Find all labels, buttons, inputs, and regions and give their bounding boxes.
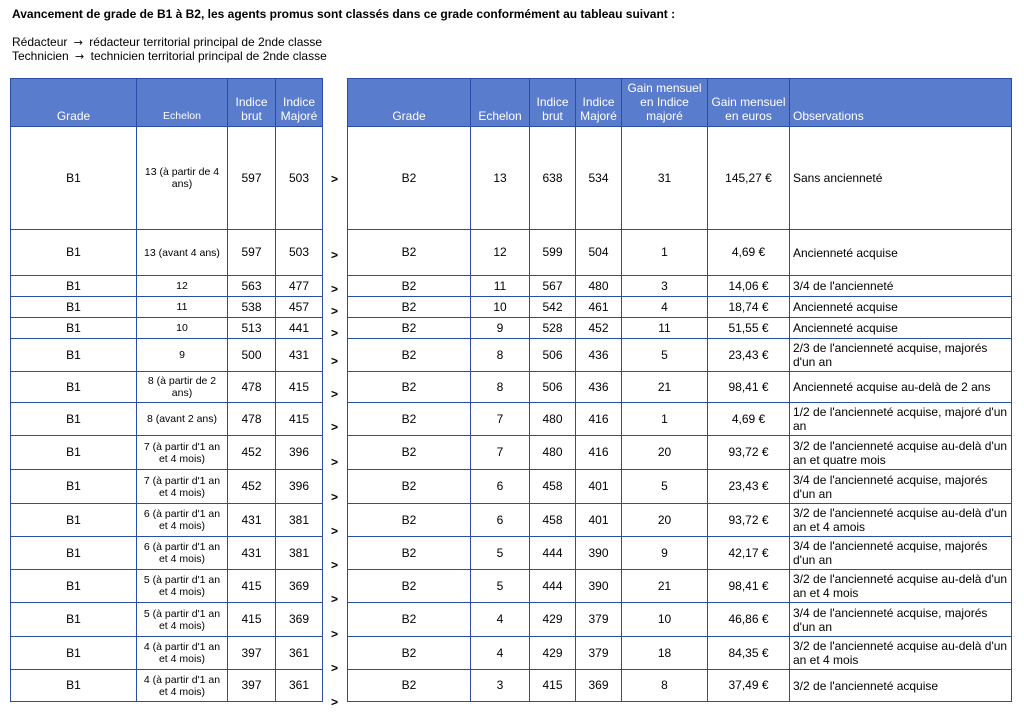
gain-euros-cell: 18,74 € [708, 297, 790, 318]
echelon-cell: 10 [471, 297, 530, 318]
indice-majore-cell: 396 [276, 470, 323, 504]
indice-brut-cell: 458 [530, 470, 576, 504]
indice-majore-cell: 415 [276, 372, 323, 403]
table-row [11, 339, 323, 372]
gain-euros-cell: 93,72 € [708, 504, 790, 537]
observation-cell: 3/4 de l'ancienneté acquise, majorés d'un an [790, 603, 1012, 637]
header-echelon: Echelon [137, 79, 228, 127]
indice-majore-cell: 503 [276, 127, 323, 230]
table-row [348, 637, 1012, 670]
indice-brut-cell: 397 [228, 637, 276, 670]
grade-cell: B1 [11, 504, 137, 537]
echelon-cell: 7 (à partir d'1 an et 4 mois) [137, 436, 228, 470]
table-row [348, 436, 1012, 470]
gain-indice-cell: 5 [622, 339, 708, 372]
table-row [348, 127, 1012, 230]
indice-brut-cell: 415 [228, 603, 276, 637]
table-row [11, 436, 323, 470]
grade-cell: B2 [348, 403, 471, 436]
gain-euros-cell: 23,43 € [708, 470, 790, 504]
echelon-cell: 10 [137, 318, 228, 339]
observation-cell: 1/2 de l'ancienneté acquise, majoré d'un an [790, 403, 1012, 436]
table-row [11, 297, 323, 318]
observation-cell: 3/2 de l'ancienneté acquise au-delà d'un an et 4 mois [790, 570, 1012, 603]
table-row [348, 403, 1012, 436]
indice-brut-cell: 638 [530, 127, 576, 230]
arrow-marker: > [330, 387, 338, 401]
indice-brut-cell: 458 [530, 504, 576, 537]
indice-majore-cell: 416 [576, 403, 622, 436]
observation-cell: 3/4 de l'ancienneté acquise, majorés d'un an [790, 470, 1012, 504]
gain-indice-cell: 31 [622, 127, 708, 230]
echelon-cell: 13 (à partir de 4 ans) [137, 127, 228, 230]
gain-euros-cell: 93,72 € [708, 436, 790, 470]
right-arrow-icon: → [73, 36, 83, 49]
gain-indice-cell: 1 [622, 230, 708, 276]
indice-majore-cell: 381 [276, 504, 323, 537]
gain-euros-cell: 98,41 € [708, 570, 790, 603]
header-indice-majore: Indice Majoré [276, 79, 323, 127]
arrow-marker: > [330, 282, 338, 296]
gain-euros-cell: 14,06 € [708, 276, 790, 297]
indice-brut-cell: 444 [530, 537, 576, 570]
observation-cell: 3/2 de l'ancienneté acquise au-delà d'un an et quatre mois [790, 436, 1012, 470]
echelon-cell: 13 [471, 127, 530, 230]
grade-cell: B1 [11, 339, 137, 372]
table-row [11, 637, 323, 670]
observation-cell: Ancienneté acquise [790, 297, 1012, 318]
indice-majore-cell: 416 [576, 436, 622, 470]
indice-majore-cell: 361 [276, 670, 323, 702]
gain-indice-cell: 9 [622, 537, 708, 570]
indice-majore-cell: 503 [276, 230, 323, 276]
arrow-marker: > [330, 592, 338, 606]
gain-euros-cell: 145,27 € [708, 127, 790, 230]
observation-cell: 3/2 de l'ancienneté acquise au-delà d'un an et 4 mois [790, 637, 1012, 670]
grade-cell: B2 [348, 436, 471, 470]
table-row [11, 318, 323, 339]
gain-euros-cell: 23,43 € [708, 339, 790, 372]
indice-brut-cell: 513 [228, 318, 276, 339]
indice-brut-cell: 429 [530, 637, 576, 670]
grade-cell: B1 [11, 276, 137, 297]
table-row [11, 276, 323, 297]
mapping-line [12, 35, 322, 49]
gain-indice-cell: 20 [622, 504, 708, 537]
echelon-cell: 9 [471, 318, 530, 339]
echelon-cell: 11 [137, 297, 228, 318]
indice-brut-cell: 431 [228, 504, 276, 537]
echelon-cell: 7 (à partir d'1 an et 4 mois) [137, 470, 228, 504]
echelon-cell: 8 [471, 372, 530, 403]
right-arrow-icon: → [75, 50, 85, 63]
indice-brut-cell: 478 [228, 372, 276, 403]
header-indice-brut: Indice brut [228, 79, 276, 127]
echelon-cell: 12 [137, 276, 228, 297]
indice-majore-cell: 477 [276, 276, 323, 297]
header-indice-majore: Indice Majoré [576, 79, 622, 127]
echelon-cell: 5 (à partir d'1 an et 4 mois) [137, 603, 228, 637]
indice-majore-cell: 480 [576, 276, 622, 297]
indice-majore-cell: 390 [576, 537, 622, 570]
gain-indice-cell: 4 [622, 297, 708, 318]
grade-cell: B1 [11, 637, 137, 670]
grade-cell: B2 [348, 372, 471, 403]
indice-brut-cell: 429 [530, 603, 576, 637]
arrow-marker: > [330, 489, 338, 504]
echelon-cell: 8 (à partir de 2 ans) [137, 372, 228, 403]
header-indice-brut: Indice brut [530, 79, 576, 127]
grade-cell: B2 [348, 570, 471, 603]
table-row [11, 570, 323, 603]
mapping-to: technicien territorial principal de 2nde classe [90, 49, 327, 63]
table-row [11, 230, 323, 276]
grade-cell: B1 [11, 537, 137, 570]
table-row [348, 339, 1012, 372]
table-row [348, 318, 1012, 339]
arrow-marker: > [330, 454, 338, 469]
arrow-marker: > [330, 558, 338, 572]
indice-brut-cell: 506 [530, 339, 576, 372]
echelon-cell: 13 (avant 4 ans) [137, 230, 228, 276]
gain-euros-cell: 84,35 € [708, 637, 790, 670]
indice-brut-cell: 542 [530, 297, 576, 318]
gain-indice-cell: 5 [622, 470, 708, 504]
gain-indice-cell: 3 [622, 276, 708, 297]
indice-brut-cell: 506 [530, 372, 576, 403]
indice-majore-cell: 379 [576, 637, 622, 670]
indice-brut-cell: 452 [228, 470, 276, 504]
mapping-from: Technicien [12, 49, 69, 63]
grade-cell: B2 [348, 127, 471, 230]
observation-cell: Ancienneté acquise [790, 230, 1012, 276]
table-row [11, 470, 323, 504]
gain-indice-cell: 18 [622, 637, 708, 670]
grade-cell: B2 [348, 637, 471, 670]
indice-majore-cell: 461 [576, 297, 622, 318]
table-row [11, 403, 323, 436]
indice-brut-cell: 528 [530, 318, 576, 339]
indice-brut-cell: 431 [228, 537, 276, 570]
echelon-cell: 4 [471, 637, 530, 670]
indice-majore-cell: 534 [576, 127, 622, 230]
grade-cell: B1 [11, 297, 137, 318]
current-grade-table [10, 78, 323, 702]
table-row [348, 372, 1012, 403]
new-grade-table [347, 78, 1012, 702]
indice-majore-cell: 396 [276, 436, 323, 470]
indice-brut-cell: 538 [228, 297, 276, 318]
indice-majore-cell: 361 [276, 637, 323, 670]
header-gain-indice: Gain mensuel en Indice majoré [622, 79, 708, 127]
indice-majore-cell: 401 [576, 504, 622, 537]
indice-majore-cell: 504 [576, 230, 622, 276]
grade-cell: B1 [11, 570, 137, 603]
indice-majore-cell: 436 [576, 339, 622, 372]
indice-majore-cell: 369 [276, 603, 323, 637]
echelon-cell: 6 [471, 470, 530, 504]
grade-cell: B1 [11, 318, 137, 339]
grade-cell: B2 [348, 297, 471, 318]
arrow-marker: > [330, 661, 338, 675]
gain-euros-cell: 46,86 € [708, 603, 790, 637]
header-grade: Grade [11, 79, 137, 127]
grade-cell: B1 [11, 670, 137, 702]
indice-majore-cell: 452 [576, 318, 622, 339]
grade-cell: B2 [348, 504, 471, 537]
echelon-cell: 12 [471, 230, 530, 276]
indice-majore-cell: 379 [576, 603, 622, 637]
header-echelon: Echelon [471, 79, 530, 127]
echelon-cell: 7 [471, 403, 530, 436]
table-row [11, 127, 323, 230]
grade-cell: B2 [348, 339, 471, 372]
indice-majore-cell: 457 [276, 297, 323, 318]
grade-cell: B1 [11, 603, 137, 637]
gain-euros-cell: 42,17 € [708, 537, 790, 570]
grade-cell: B1 [11, 436, 137, 470]
mapping-from: Rédacteur [12, 35, 68, 49]
indice-brut-cell: 452 [228, 436, 276, 470]
echelon-cell: 4 (à partir d'1 an et 4 mois) [137, 670, 228, 702]
observation-cell: 3/2 de l'ancienneté acquise au-delà d'un an et 4 amois [790, 504, 1012, 537]
header-observations: Observations [790, 79, 1012, 127]
gain-euros-cell: 4,69 € [708, 230, 790, 276]
indice-brut-cell: 597 [228, 127, 276, 230]
gain-indice-cell: 21 [622, 372, 708, 403]
echelon-cell: 5 [471, 537, 530, 570]
echelon-cell: 6 (à partir d'1 an et 4 mois) [137, 504, 228, 537]
indice-brut-cell: 567 [530, 276, 576, 297]
observation-cell: 3/4 de l'ancienneté acquise, majorés d'un an [790, 537, 1012, 570]
indice-brut-cell: 563 [228, 276, 276, 297]
gain-indice-cell: 8 [622, 670, 708, 702]
indice-brut-cell: 415 [228, 570, 276, 603]
arrow-marker: > [330, 354, 338, 368]
indice-brut-cell: 500 [228, 339, 276, 372]
indice-majore-cell: 381 [276, 537, 323, 570]
observation-cell: Sans ancienneté [790, 127, 1012, 230]
table-row [348, 670, 1012, 702]
indice-brut-cell: 480 [530, 403, 576, 436]
arrow-marker: > [330, 524, 338, 538]
header-gain-euros: Gain mensuel en euros [708, 79, 790, 127]
header-grade: Grade [348, 79, 471, 127]
observation-cell: Ancienneté acquise [790, 318, 1012, 339]
echelon-cell: 11 [471, 276, 530, 297]
indice-majore-cell: 369 [576, 670, 622, 702]
gain-euros-cell: 51,55 € [708, 318, 790, 339]
arrow-marker: > [330, 304, 338, 318]
indice-brut-cell: 397 [228, 670, 276, 702]
table-row [11, 537, 323, 570]
grade-cell: B1 [11, 403, 137, 436]
arrow-marker: > [330, 694, 338, 709]
echelon-cell: 4 [471, 603, 530, 637]
echelon-cell: 5 (à partir d'1 an et 4 mois) [137, 570, 228, 603]
indice-brut-cell: 478 [228, 403, 276, 436]
gain-indice-cell: 10 [622, 603, 708, 637]
grade-cell: B2 [348, 318, 471, 339]
indice-majore-cell: 415 [276, 403, 323, 436]
page-heading: Avancement de grade de B1 à B2, les agents promus sont classés dans ce grade conformément au tableau suivant : [12, 7, 676, 21]
arrow-marker: > [330, 626, 338, 641]
gain-indice-cell: 20 [622, 436, 708, 470]
echelon-cell: 5 [471, 570, 530, 603]
echelon-cell: 4 (à partir d'1 an et 4 mois) [137, 637, 228, 670]
grade-cell: B2 [348, 230, 471, 276]
grade-cell: B1 [11, 127, 137, 230]
arrow-column [322, 78, 347, 718]
mapping-to: rédacteur territorial principal de 2nde classe [89, 35, 323, 49]
echelon-cell: 6 (à partir d'1 an et 4 mois) [137, 537, 228, 570]
table-row [348, 297, 1012, 318]
indice-majore-cell: 441 [276, 318, 323, 339]
arrow-marker: > [330, 326, 338, 340]
grade-cell: B2 [348, 670, 471, 702]
table-row [11, 504, 323, 537]
table-row [348, 603, 1012, 637]
gain-indice-cell: 21 [622, 570, 708, 603]
echelon-cell: 8 (avant 2 ans) [137, 403, 228, 436]
echelon-cell: 7 [471, 436, 530, 470]
echelon-cell: 3 [471, 670, 530, 702]
table-row [348, 470, 1012, 504]
mapping-line [12, 49, 327, 63]
table-row [11, 670, 323, 702]
grade-cell: B2 [348, 537, 471, 570]
gain-euros-cell: 37,49 € [708, 670, 790, 702]
gain-indice-cell: 11 [622, 318, 708, 339]
grade-cell: B1 [11, 470, 137, 504]
indice-brut-cell: 599 [530, 230, 576, 276]
observation-cell: 3/2 de l'ancienneté acquise [790, 670, 1012, 702]
table-row [348, 276, 1012, 297]
table-row [11, 603, 323, 637]
indice-majore-cell: 369 [276, 570, 323, 603]
indice-brut-cell: 444 [530, 570, 576, 603]
indice-brut-cell: 480 [530, 436, 576, 470]
grade-cell: B1 [11, 372, 137, 403]
indice-brut-cell: 415 [530, 670, 576, 702]
indice-majore-cell: 436 [576, 372, 622, 403]
indice-brut-cell: 597 [228, 230, 276, 276]
indice-majore-cell: 390 [576, 570, 622, 603]
grade-cell: B2 [348, 603, 471, 637]
table-row [348, 537, 1012, 570]
table-row [348, 570, 1012, 603]
echelon-cell: 6 [471, 504, 530, 537]
echelon-cell: 8 [471, 339, 530, 372]
table-row [348, 230, 1012, 276]
arrow-marker: > [330, 247, 338, 262]
observation-cell: 2/3 de l'ancienneté acquise, majorés d'un an [790, 339, 1012, 372]
grade-cell: B2 [348, 276, 471, 297]
arrow-marker: > [330, 420, 338, 434]
gain-euros-cell: 98,41 € [708, 372, 790, 403]
gain-indice-cell: 1 [622, 403, 708, 436]
gain-euros-cell: 4,69 € [708, 403, 790, 436]
echelon-cell: 9 [137, 339, 228, 372]
grade-cell: B2 [348, 470, 471, 504]
table-row [11, 372, 323, 403]
arrow-marker: > [330, 172, 338, 186]
observation-cell: Ancienneté acquise au-delà de 2 ans [790, 372, 1012, 403]
grade-cell: B1 [11, 230, 137, 276]
indice-majore-cell: 401 [576, 470, 622, 504]
table-row [348, 504, 1012, 537]
indice-majore-cell: 431 [276, 339, 323, 372]
observation-cell: 3/4 de l'ancienneté [790, 276, 1012, 297]
